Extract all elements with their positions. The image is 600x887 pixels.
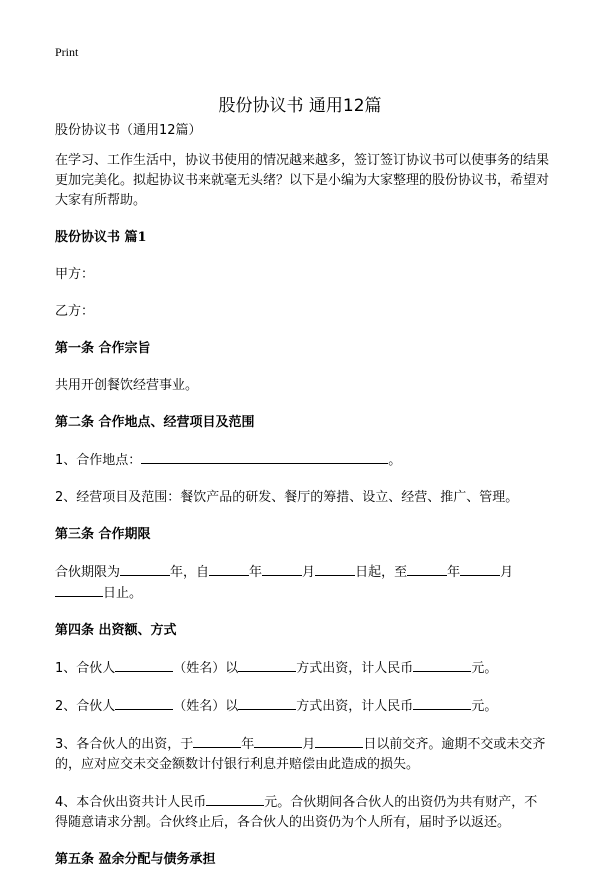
article-4-item-4 xyxy=(55,792,550,833)
blank-line xyxy=(262,562,302,576)
article-4-item-3 xyxy=(55,734,550,775)
section-heading: 股份协议书 篇1 xyxy=(55,230,147,245)
page-title: 股份协议书 通用12篇 xyxy=(218,96,382,117)
article-4-heading: 第四条 出资额、方式 xyxy=(55,623,177,638)
text-span: 合伙期限为 xyxy=(55,565,121,580)
article-1-text: 共用开创餐饮经营事业。 xyxy=(55,378,199,393)
blank-line xyxy=(315,734,363,748)
blank-line xyxy=(413,696,471,710)
text-span: 日以前交齐。逾期不交或未交齐的，应对应交未交金额数计付银行利息并赔偿由此造成的损失。 xyxy=(55,737,546,772)
document-body xyxy=(55,121,550,887)
article-2-item-2: 2、经营项目及范围：餐饮产品的研发、餐厅的筹措、设立、经营、推广、管理。 xyxy=(55,490,519,505)
intro-paragraph: 在学习、工作生活中，协议书使用的情况越来越多，签订签订协议书可以使事务的结果更加完美化。拟起协议书来就毫无头绪？以下是小编为大家整理的股份协议书，希望对大家有所帮助。 xyxy=(55,153,550,208)
text-span: 4、本合伙出资共计人民币 xyxy=(55,795,207,810)
party-a-label: 甲方： xyxy=(55,267,95,282)
article-5-heading: 第五条 盈余分配与债务承担 xyxy=(55,852,216,867)
text-span: 月 xyxy=(302,565,316,580)
text-span: 3、各合伙人的出资，于 xyxy=(55,737,194,752)
text-span: 。 xyxy=(388,453,402,468)
text-span: 年 xyxy=(447,565,461,580)
blank-line xyxy=(413,658,471,672)
text-span: 方式出资，计人民币 xyxy=(296,699,414,714)
party-b-label: 乙方： xyxy=(55,304,95,319)
blank-line xyxy=(55,583,103,597)
article-3-heading: 第三条 合作期限 xyxy=(55,527,151,542)
blank-line xyxy=(193,734,241,748)
blank-line xyxy=(407,562,447,576)
blank-line xyxy=(238,696,296,710)
blank-line xyxy=(115,696,173,710)
text-span: 月 xyxy=(302,737,316,752)
text-span: （姓名）以 xyxy=(173,699,239,714)
text-span: 日止。 xyxy=(103,586,143,601)
text-span: 2、合伙人 xyxy=(55,699,116,714)
text-span: （姓名）以 xyxy=(173,661,239,676)
print-link[interactable]: Print xyxy=(55,45,79,59)
blank-line xyxy=(460,562,500,576)
text-span: 年 xyxy=(249,565,263,580)
article-4-item-2 xyxy=(55,696,550,717)
text-span: 元。合伙期间各合伙人的出资仍为共有财产，不得随意请求分割。合伙终止后，各合伙人的出资仍为个人所有，届时予以返还。 xyxy=(55,795,538,830)
article-2-heading: 第二条 合作地点、经营项目及范围 xyxy=(55,415,255,430)
article-4-item-1 xyxy=(55,658,550,679)
blank-line xyxy=(209,562,249,576)
article-2-item-1 xyxy=(55,450,550,471)
blank-line xyxy=(315,562,355,576)
blank-line xyxy=(254,734,302,748)
blank-line xyxy=(141,450,388,464)
article-3-text xyxy=(55,562,550,604)
blank-line xyxy=(120,562,170,576)
text-span: 月 xyxy=(500,565,514,580)
text-span: 年 xyxy=(241,737,255,752)
document-subtitle: 股份协议书（通用12篇） xyxy=(55,123,202,138)
article-1-heading: 第一条 合作宗旨 xyxy=(55,341,151,356)
text-span: 日起，至 xyxy=(355,565,408,580)
blank-line xyxy=(206,792,264,806)
text-span: 1、合伙人 xyxy=(55,661,116,676)
text-span: 元。 xyxy=(471,661,498,676)
text-span: 元。 xyxy=(471,699,498,714)
text-span: 年，自 xyxy=(170,565,210,580)
text-span: 方式出资，计人民币 xyxy=(296,661,414,676)
text-span: 1、合作地点： xyxy=(55,453,142,468)
blank-line xyxy=(115,658,173,672)
blank-line xyxy=(238,658,296,672)
